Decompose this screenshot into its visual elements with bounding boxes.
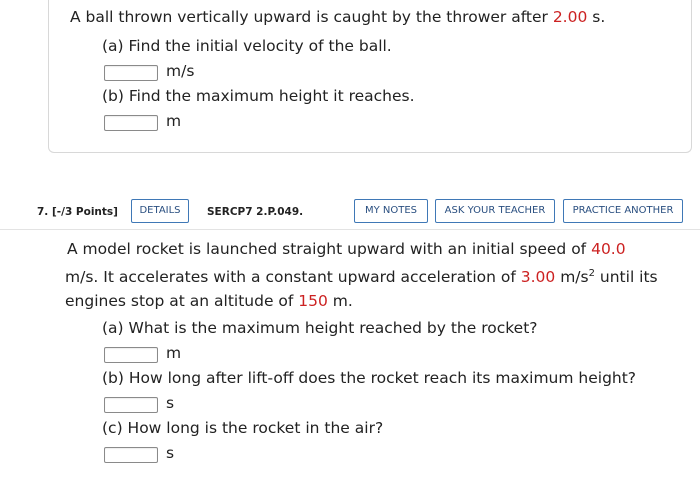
- ask-your-teacher-button[interactable]: ASK YOUR TEACHER: [435, 199, 555, 223]
- my-notes-button[interactable]: MY NOTES: [354, 199, 428, 223]
- time-value: 2.00: [552, 8, 588, 26]
- practice-another-button[interactable]: PRACTICE ANOTHER: [563, 199, 683, 223]
- q7-part-c-unit: s: [166, 444, 175, 462]
- q7-part-a-prompt: (a) What is the maximum height reached by the rocket?: [102, 319, 538, 337]
- q7-part-a-unit: m: [166, 344, 182, 362]
- q7-part-b-prompt: (b) How long after lift-off does the rocket reach its maximum height?: [102, 369, 637, 387]
- altitude-value: 150: [298, 292, 328, 310]
- initial-speed-value: 40.0: [591, 240, 626, 258]
- q7-part-c-answer-input[interactable]: [104, 447, 158, 463]
- q6-part-a-unit: m/s: [166, 62, 195, 80]
- question-7-stem-line-3: engines stop at an altitude of 150 m.: [65, 292, 353, 310]
- question-code: SERCP7 2.P.049.: [207, 206, 304, 218]
- q6-part-b-prompt: (b) Find the maximum height it reaches.: [102, 87, 415, 105]
- q7-part-b-answer-input[interactable]: [104, 397, 158, 413]
- header-divider: [0, 229, 700, 230]
- question-7-stem-line-2: m/s. It accelerates with a constant upward acceleration of 3.00 $m/s^2$ until its: [65, 267, 658, 286]
- q6-part-b-unit: m: [166, 112, 182, 130]
- q7-part-b-unit: s: [166, 394, 175, 412]
- q6-part-a-answer-input[interactable]: [104, 65, 158, 81]
- q7-part-a-answer-input[interactable]: [104, 347, 158, 363]
- details-button[interactable]: DETAILS: [131, 199, 189, 223]
- q6-part-a-prompt: (a) Find the initial velocity of the ball.: [102, 37, 392, 55]
- question-6-stem: A ball thrown vertically upward is caught by the thrower after 2.00 s.: [70, 8, 606, 26]
- q6-part-b-answer-input[interactable]: [104, 115, 158, 131]
- question-7-number: 7. [-/3 Points]: [37, 206, 118, 218]
- acceleration-value: 3.00: [520, 268, 556, 286]
- question-7-stem-line-1: A model rocket is launched straight upward with an initial speed of 40.0: [67, 240, 626, 258]
- q7-part-c-prompt: (c) How long is the rocket in the air?: [102, 419, 384, 437]
